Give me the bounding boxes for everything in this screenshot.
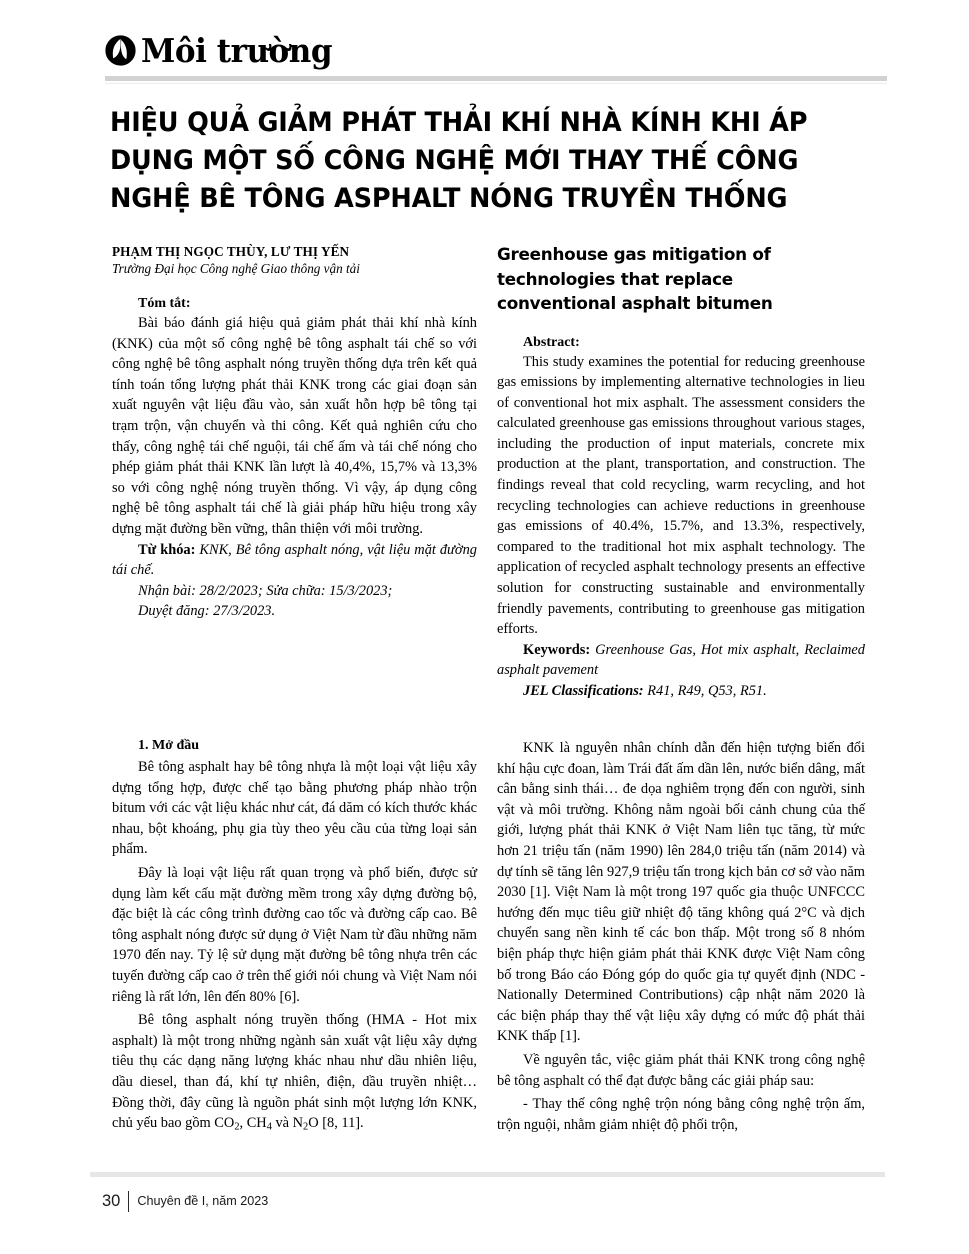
english-abstract-heading: Abstract: [523,334,580,350]
english-abstract-body: This study examines the potential for reducing greenhouse gas emissions by implementing alternative technologies in lieu of conventional hot mix asphalt. The assessment considers the calculated greenhouse gas emissions throughout various stages, including the production of input materials, concrete mix production at the plant, transportation, and construction. The findings reveal that cold recycling, warm recycling, and hot recycling technologies can achieve reductions in greenhouse gas emissions of 40.4%, 15.7%, and 13.3%, respectively, compared to the traditional hot mix asphalt technology. The application of recycled asphalt technology presents an effective solution for constructing sustainable and environmentally friendly pavements, contributing to greenhouse gas mitigation efforts. [497,353,865,638]
globe-leaf-icon [105,35,136,66]
paragraph-with-formulas [112,1010,477,1138]
subscript-ch4: 4 [266,1121,272,1133]
vietnamese-keywords [112,540,477,581]
received-date: Nhận bài: 28/2/2023; Sửa chữa: 15/3/2023; [138,582,393,599]
paragraph: Bê tông asphalt hay bê tông nhựa là một loại vật liệu xây dựng tổng hợp, được chế tạo bằng phương pháp nhào trộn bitum với các vật liệu khác như cát, đá dăm có kích thước khác nhau, bột khoáng, phụ gia tùy theo yêu cầu của từng loại sản phẩm. [112,759,477,858]
vietnamese-abstract-column [112,243,477,622]
vietnamese-keywords-label: Từ khóa: [138,541,196,558]
page-number: 30 [102,1191,121,1210]
jel-label: JEL Classifications: [523,683,644,699]
english-abstract-column [497,243,865,702]
paragraph: KNK là nguyên nhân chính dẫn đến hiện tượng biến đổi khí hậu cực đoan, làm Trái đất ấm dần lên, nước biển dâng, mất cân bằng sinh thái… đe dọa nghiêm trọng đến con người, sinh vật và môi trường. Không nằm ngoài bối cảnh chung của thế giới, lượng phát thải KNK ở Việt Nam liên tục tăng, từ mức hơn 21 triệu tấn (năm 1990) lên 284,0 triệu tấn (năm 2014) và dự tính sẽ tăng lên 927,9 triệu tấn trong kịch bản cơ sở vào năm 2030 [1]. Việt Nam là một trong 197 quốc gia thuộc UNFCCC hướng đến mục tiêu giữ nhiệt độ tăng không quá 2°C và dịch chuyển sang nền kinh tế các bon thấp. Một trong số 8 nhóm biện pháp thực hiện giảm phát thải KNK được Việt Nam công bố trong Báo cáo Đóng góp do quốc gia tự quyết định (NDC - Nationally Determined Contributions) cập nhật năm 2020 là các biện pháp thay thế vật liệu xây dựng có mức độ phát thải KNK thấp [1]. [497,740,865,1045]
masthead-rule-thin [105,83,887,84]
vietnamese-abstract-body: Bài báo đánh giá hiệu quả giảm phát thải khí nhà kính (KNK) của một số công nghệ bê tông asphalt tái chế so với công nghệ bê tông asphalt nóng truyền thống dựa trên kết quả tính toán tổng lượng phát thải KNK trong các giai đoạn sản xuất nguyên vật liệu đầu vào, sản xuất hỗn hợp bê tông tại trạm trộn, vận chuyển và thi công. Kết quả nghiên cứu cho thấy, công nghệ tái chế nguội, tái chế ấm và tái chế nóng cho phép giảm phát thải KNK lần lượt là 40,4%, 15,7% và 13,3% so với công nghệ nóng truyền thống. Vì vậy, áp dụng công nghệ bê tông asphalt tái chế là giải pháp hữu hiệu trong xây dựng mặt đường bền vững, thân thiện với môi trường. [112,315,477,537]
author-list: PHẠM THỊ NGỌC THÙY, LƯ THỊ YẾN [112,244,350,259]
body-column-right [497,738,865,1135]
paragraph-text: O [8, 11]. [308,1115,364,1132]
english-keywords-value: Greenhouse Gas, Hot mix asphalt, Reclaimed asphalt pavement [497,641,865,679]
page-title: HIỆU QUẢ GIẢM PHÁT THẢI KHÍ NHÀ KÍNH KHI ÁP DỤNG MỘT SỐ CÔNG NGHỆ MỚI THAY THẾ CÔNG NGHỆ BÊ TÔNG ASPHALT NÓNG TRUYỀN THỐNG [110,107,808,214]
vietnamese-abstract-heading: Tóm tắt: [138,296,191,311]
paragraph: Đây là loại vật liệu rất quan trọng và phổ biến, được sử dụng làm kết cấu mặt đường mềm trong xây dựng đường bộ, đặc biệt là các công trình đường cao tốc và đường cấp cao. Bê tông asphalt nóng được sử dụng ở Việt Nam từ đầu những năm 1970 đến nay. Tỷ lệ sử dụng mặt đường bê tông nhựa trên các tuyến đường cấp cao ở trên thế giới nói chung và Việt Nam nói riêng là rất lớn, lên đến 80% [6]. [112,864,477,1005]
vietnamese-keywords-value: KNK, Bê tông asphalt nóng, vật liệu mặt đường tái chế. [112,541,477,579]
footer-issue-text: Chuyên đề I, năm 2023 [137,1194,269,1208]
journal-logo [105,28,885,72]
author-affiliation: Trường Đại học Công nghệ Giao thông vận tải [112,261,360,276]
section-heading-1: 1. Mở đầu [138,738,200,753]
english-keywords [497,640,865,681]
body-column-left [112,738,477,1138]
paragraph-text: , CH [239,1115,267,1132]
footer-rule [90,1172,885,1177]
journal-brand-text: Môi trường [141,30,333,70]
paragraph-text: Bê tông asphalt nóng truyền thống (HMA - Hot mix asphalt) là một trong những ngành sản xuất vật liệu xây dựng tiêu thụ các dạng năng lượng khác nhau như dầu nhiên liệu, dầu diesel, than đá, khí tự nhiên, điện, dầu truyền nhiệt… Đồng thời, đây cũng là nguồn phát sinh một lượng lớn KNK, chủ yếu bao gồm CO [112,1012,477,1132]
paragraph: Về nguyên tắc, việc giảm phát thải KNK trong công nghệ bê tông asphalt có thể đạt được bằng các giải pháp sau: [497,1051,865,1089]
paragraph-text: và N [271,1115,304,1132]
masthead [105,28,885,86]
jel-value: R41, R49, Q53, R51. [647,683,767,699]
paragraph: - Thay thế công nghệ trộn nóng bằng công nghệ trộn ấm, trộn nguội, nhằm giảm nhiệt độ phối trộn, [497,1096,865,1133]
jel-classifications [497,681,865,702]
page-footer [102,1190,268,1212]
masthead-rule [105,76,887,81]
subscript-co2: 2 [234,1121,240,1133]
subscript-n2o: 2 [303,1121,309,1133]
english-keywords-label: Keywords: [523,641,591,658]
accepted-date: Duyệt đăng: 27/3/2023. [138,603,276,620]
english-title: Greenhouse gas mitigation of technologies that replace conventional asphalt bitumen [497,245,773,314]
